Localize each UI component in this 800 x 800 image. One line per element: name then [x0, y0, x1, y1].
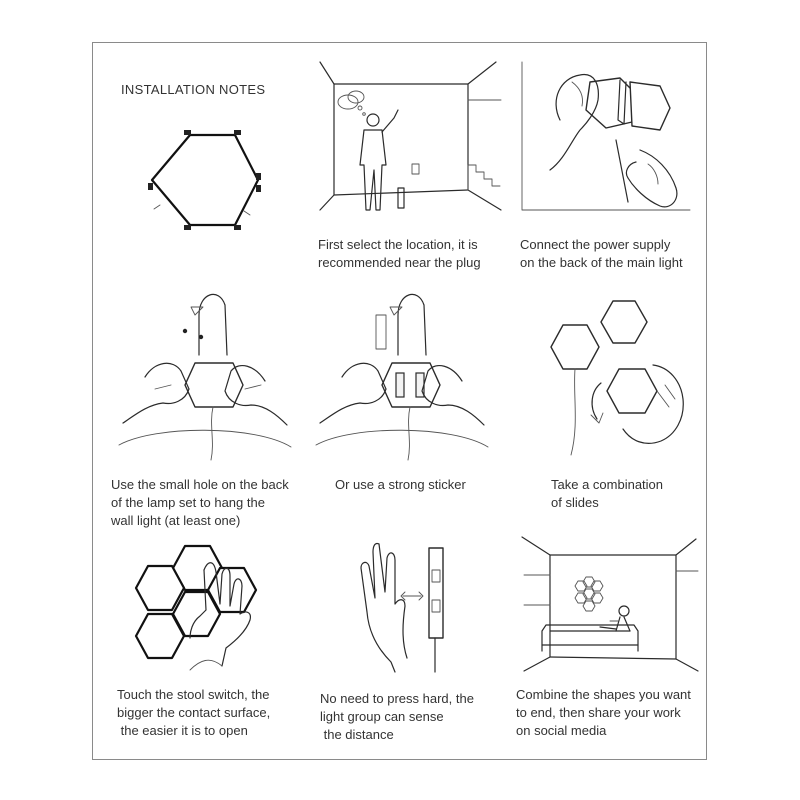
caption-line: No need to press hard, the [320, 691, 474, 706]
hexagon-light-illustration [140, 125, 270, 245]
step-caption-hang-hole [111, 476, 289, 530]
caption-line: Touch the stool switch, the [117, 687, 270, 702]
caption-line: on the back of the main light [520, 255, 683, 270]
select-location-illustration [318, 60, 503, 215]
step-caption-touch-switch [117, 686, 270, 740]
caption-line: light group can sense [320, 709, 444, 724]
step-caption-sticker [335, 476, 466, 494]
caption-line: Combine the shapes you want [516, 687, 691, 702]
touch-switch-illustration [130, 540, 290, 670]
caption-line: of slides [551, 495, 599, 510]
caption-line: Or use a strong sticker [335, 477, 466, 492]
hang-hole-illustration [115, 285, 295, 460]
caption-line: on social media [516, 723, 607, 738]
step-caption-share [516, 686, 691, 740]
caption-line: bigger the contact surface, [117, 705, 271, 720]
page-title: INSTALLATION NOTES [121, 82, 266, 97]
caption-line: to end, then share your work [516, 705, 681, 720]
step-caption-combination [551, 476, 663, 512]
connect-power-illustration [520, 60, 695, 215]
caption-line: the easier it is to open [117, 723, 248, 738]
caption-line: Connect the power supply [520, 237, 671, 252]
combination-illustration [535, 295, 700, 460]
step-caption-select-location [318, 236, 481, 272]
step-caption-sense-distance [320, 690, 474, 744]
share-illustration [520, 535, 700, 675]
caption-line: Take a combination [551, 477, 664, 492]
sticker-illustration [312, 285, 492, 460]
caption-line: of the lamp set to hang the [111, 495, 265, 510]
sense-distance-illustration [345, 540, 475, 675]
caption-line: the distance [320, 727, 394, 742]
caption-line: First select the location, it is [318, 237, 478, 252]
caption-line: recommended near the plug [318, 255, 481, 270]
caption-line: Use the small hole on the back [111, 477, 289, 492]
step-caption-connect-power [520, 236, 683, 272]
caption-line: wall light (at least one) [111, 513, 241, 528]
